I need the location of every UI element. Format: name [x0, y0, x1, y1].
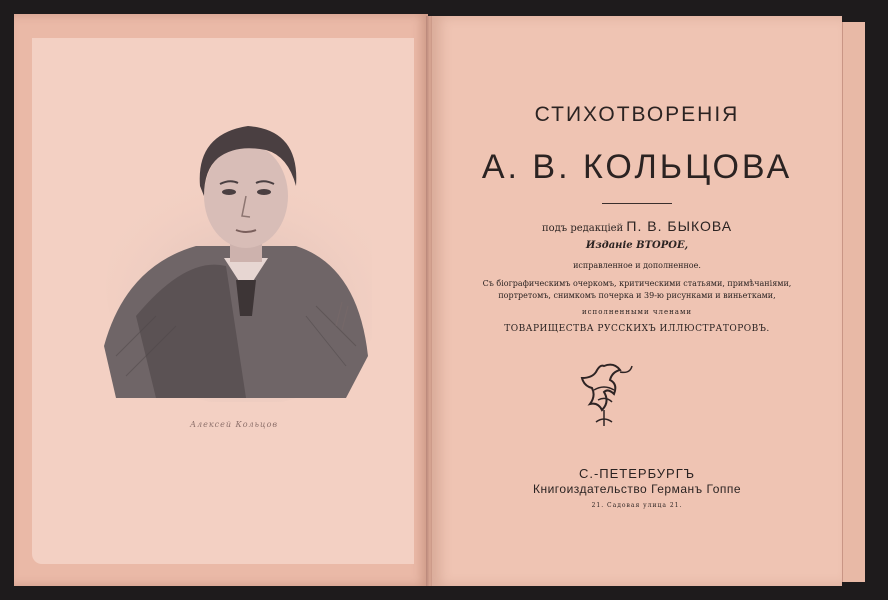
editor-name: П. В. БЫКОВА [626, 218, 733, 234]
title-line-1: СТИХОТВОРЕНІЯ [534, 103, 740, 126]
edition-line: Изданіе ВТОРОЕ, [585, 240, 689, 251]
society-name: ТОВАРИЩЕСТВА РУССКИХЪ ИЛЛЮСТРАТОРОВЪ. [504, 324, 770, 334]
page-edges [842, 22, 865, 582]
publisher-address: 21. Садовая улица 21. [591, 502, 683, 509]
portrait-engraving [96, 116, 372, 402]
contents-description [432, 278, 842, 302]
portrait-image [96, 116, 372, 402]
edition-note: исправленное и дополненное. [573, 261, 701, 270]
title-rule [602, 203, 672, 204]
editor-line [432, 218, 842, 234]
editor-prefix: подъ редакціей [541, 223, 624, 234]
publisher: Книгоиздательство Германъ Гоппе [532, 482, 742, 496]
title-author: А. В. КОЛЬЦОВА [481, 148, 793, 186]
vignette-icon [574, 360, 638, 430]
contents-line-2: портретомъ, снимкомъ почерка и 39-ю рисунками и виньетками, [498, 291, 776, 300]
contents-line-1: Съ біографическимъ очеркомъ, критическими статьями, примѣчаніями, [482, 279, 792, 288]
executed-by: исполненными членами [581, 308, 693, 316]
vignette-ornament [574, 360, 638, 430]
portrait-caption: Алексей Кольцов [189, 420, 279, 429]
city: С.-ПЕТЕРБУРГЪ [578, 466, 696, 481]
